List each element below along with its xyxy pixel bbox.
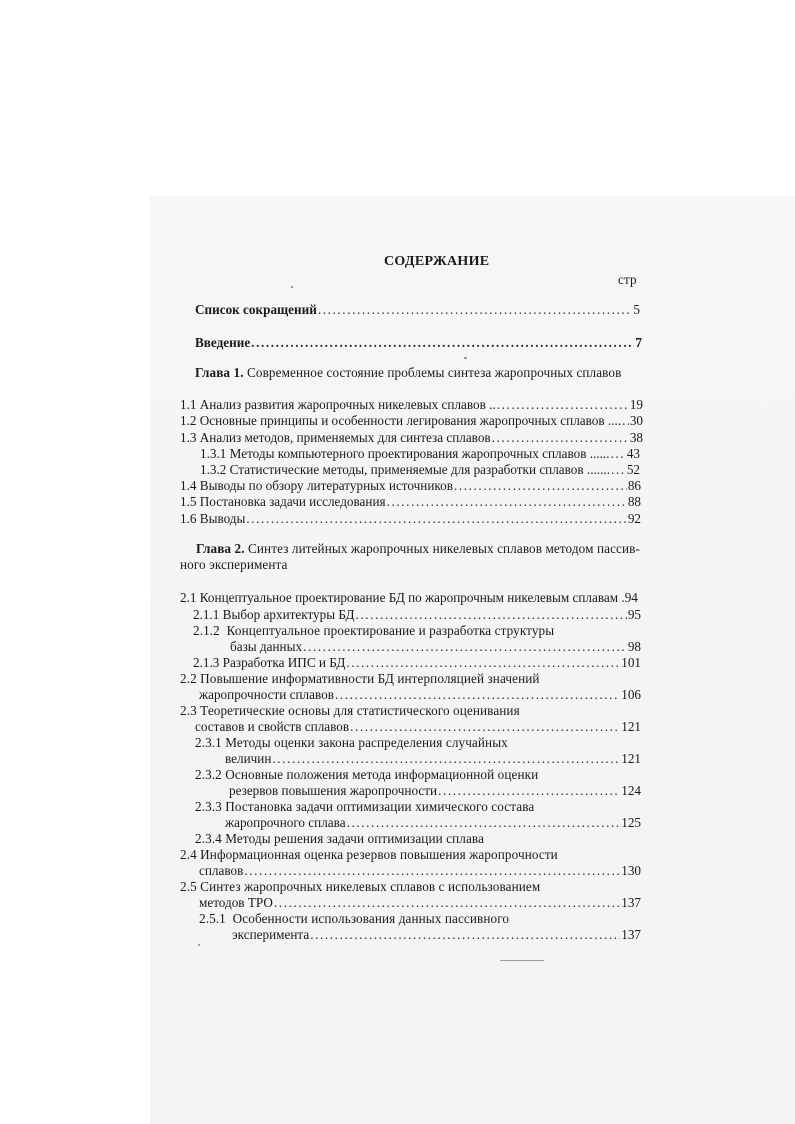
scan-artifact-dot <box>464 357 467 359</box>
chapter-1-heading[interactable]: Глава 1. Современное состояние проблемы синтеза жаропрочных сплавов <box>195 365 622 380</box>
page-title: СОДЕРЖАНИЕ <box>384 254 490 269</box>
toc-entry[interactable]: 2.3.4 Методы решения задачи оптимизации сплава <box>195 831 485 846</box>
dot-leader <box>622 413 629 430</box>
toc-entry[interactable]: 2.3.3 Постановка задачи оптимизации химического состава <box>195 799 535 814</box>
dot-leader <box>497 397 629 414</box>
toc-entry[interactable]: 2.3 Теоретические основы для статистического оценивания <box>180 703 520 718</box>
scan-artifact-line <box>500 960 544 961</box>
toc-entry-continued[interactable]: базы данных ..... 98 <box>230 639 641 656</box>
toc-entry[interactable]: 1.5 Постановка задачи исследования ..... 88 <box>180 494 641 511</box>
dot-leader <box>492 430 629 447</box>
dot-leader <box>318 302 633 319</box>
toc-entry-continued[interactable]: сплавов ..... 130 <box>199 863 641 880</box>
toc-entry[interactable]: 1.3.2 Статистические методы, применяемые для разработки сплавов ....... ..... 52 <box>200 462 640 479</box>
toc-entry-abbreviations[interactable]: Список сокращений ..... 5 <box>195 302 640 319</box>
toc-entry[interactable]: 2.3.1 Методы оценки закона распределения случайных <box>195 735 508 750</box>
scan-artifact-dot <box>198 944 200 946</box>
dot-leader <box>355 607 626 624</box>
toc-entry[interactable]: 1.3 Анализ методов, применяемых для синтеза сплавов ..... 38 <box>180 430 643 447</box>
dot-leader <box>274 895 620 912</box>
toc-entry[interactable]: 2.1.3 Разработка ИПС и БД ..... 101 <box>193 655 641 672</box>
dot-leader <box>347 815 621 832</box>
dot-leader <box>310 927 620 944</box>
toc-entry[interactable]: 2.5 Синтез жаропрочных никелевых сплавов с использованием <box>180 879 541 894</box>
toc-entry-continued[interactable]: жаропрочности сплавов ..... 106 <box>199 687 641 704</box>
dot-leader <box>454 478 627 495</box>
chapter-2-heading[interactable]: Глава 2. Синтез литейных жаропрочных никелевых сплавов методом пассив- <box>196 541 640 556</box>
toc-entry-introduction[interactable]: Введение ..... 7 <box>195 335 642 352</box>
dot-leader <box>303 639 627 656</box>
toc-entry-continued[interactable]: составов и свойств сплавов ..... 121 <box>195 719 641 736</box>
dot-leader <box>272 751 620 768</box>
toc-entry[interactable]: 2.1 Концептуальное проектирование БД по жаропрочным никелевым сплавам . 94 <box>180 590 638 605</box>
dot-leader <box>350 719 620 736</box>
chapter-2-heading-continued: ного эксперимента <box>180 557 288 572</box>
toc-entry[interactable]: 1.4 Выводы по обзору литературных источников ..... 86 <box>180 478 641 495</box>
toc-entry[interactable]: 2.1.1 Выбор архитектуры БД ..... 95 <box>193 607 641 624</box>
toc-entry[interactable]: 1.2 Основные принципы и особенности легирования жаропрочных сплавов .... ..... 30 <box>180 413 643 430</box>
toc-entry[interactable]: 2.3.2 Основные положения метода информационной оценки <box>195 767 539 782</box>
toc-entry[interactable]: 2.2 Повышение информативности БД интерполяцией значений <box>180 671 540 686</box>
dot-leader <box>611 446 626 463</box>
scan-artifact-dot <box>291 286 293 288</box>
toc-entry[interactable]: 1.3.1 Методы компьютерного проектирования жаропрочных сплавов ...... ..... 43 <box>200 446 640 463</box>
toc-entry[interactable]: 2.4 Информационная оценка резервов повышения жаропрочности <box>180 847 558 862</box>
toc-entry-continued[interactable]: методов ТРО ..... 137 <box>199 895 641 912</box>
dot-leader <box>611 462 626 479</box>
dot-leader <box>346 655 620 672</box>
dot-leader <box>246 511 626 528</box>
toc-entry-continued[interactable]: величин ..... 121 <box>225 751 641 768</box>
page-column-label: стр <box>618 272 637 287</box>
toc-entry-continued[interactable]: резервов повышения жаропрочности ..... 124 <box>229 783 641 800</box>
dot-leader <box>387 494 627 511</box>
toc-entry[interactable]: 1.6 Выводы ..... 92 <box>180 511 641 528</box>
dot-leader <box>335 687 620 704</box>
toc-entry[interactable]: 2.1.2 Концептуальное проектирование и разработка структуры <box>193 623 555 638</box>
dot-leader <box>438 783 620 800</box>
toc-entry[interactable]: 2.5.1 Особенности использования данных пассивного <box>199 911 510 926</box>
dot-leader <box>244 863 620 880</box>
toc-entry[interactable]: 1.1 Анализ развития жаропрочных никелевых сплавов .. ..... 19 <box>180 397 643 414</box>
dot-leader <box>251 335 634 352</box>
toc-entry-continued[interactable]: эксперимента ..... 137 <box>232 927 641 944</box>
toc-entry-continued[interactable]: жаропрочного сплава ..... 125 <box>225 815 641 832</box>
